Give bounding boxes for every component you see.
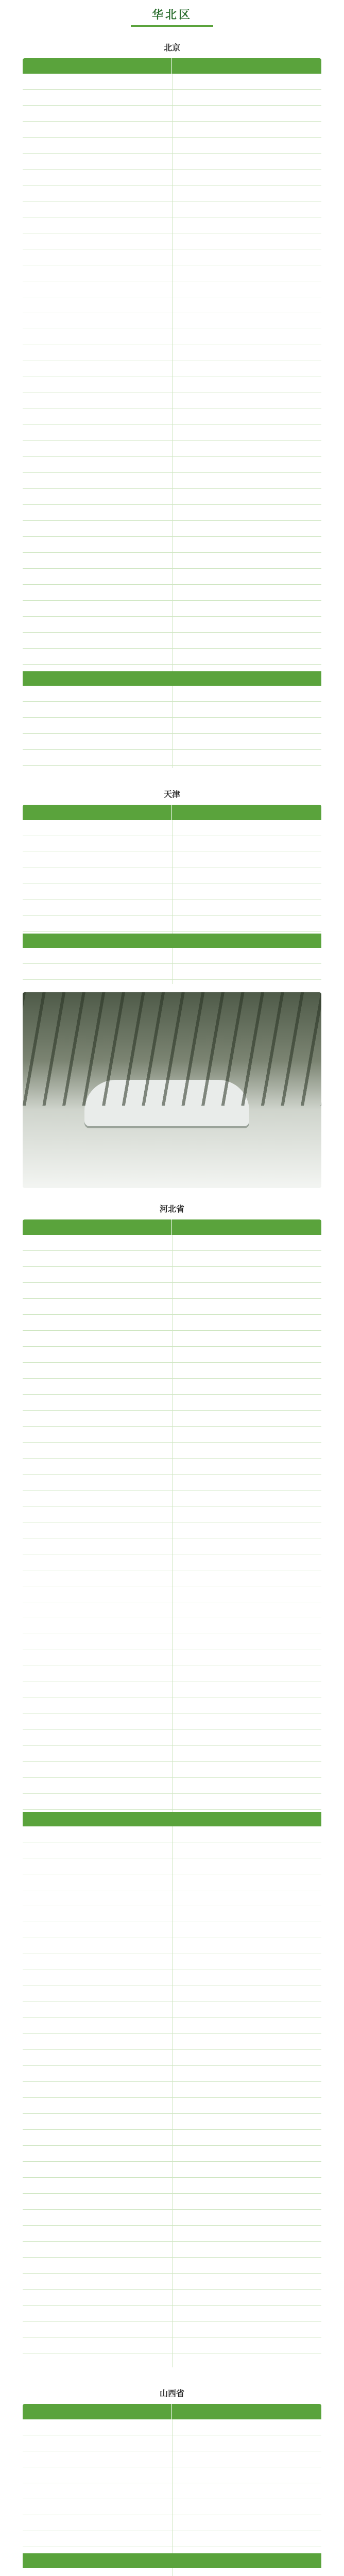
snow-camp-photo	[23, 992, 321, 1188]
table-subheader	[23, 671, 321, 686]
province-title-hebei: 河北省	[159, 1204, 184, 1214]
table-header	[23, 1219, 321, 1235]
region-divider	[131, 25, 213, 27]
tianjin-table	[23, 805, 321, 984]
region-title: 华北区	[151, 9, 192, 22]
beijing-table	[23, 58, 321, 768]
table-header	[23, 58, 321, 74]
shanxi-table	[23, 2404, 321, 2576]
table-body-secondary	[23, 686, 321, 768]
table-body-secondary	[23, 948, 321, 984]
table-header	[23, 805, 321, 820]
hebei-table	[23, 1219, 321, 2367]
table-body	[23, 820, 321, 934]
province-title-tianjin: 天津	[163, 789, 180, 799]
table-body	[23, 2419, 321, 2553]
table-subheader	[23, 1812, 321, 1826]
province-title-beijing: 北京	[163, 43, 180, 53]
table-subheader	[23, 934, 321, 948]
table-header	[23, 2404, 321, 2419]
table-subheader	[23, 2553, 321, 2568]
table-body	[23, 1235, 321, 1812]
table-body-secondary	[23, 2568, 321, 2576]
table-body	[23, 74, 321, 671]
province-title-shanxi: 山西省	[159, 2388, 184, 2398]
table-body-secondary	[23, 1826, 321, 2367]
